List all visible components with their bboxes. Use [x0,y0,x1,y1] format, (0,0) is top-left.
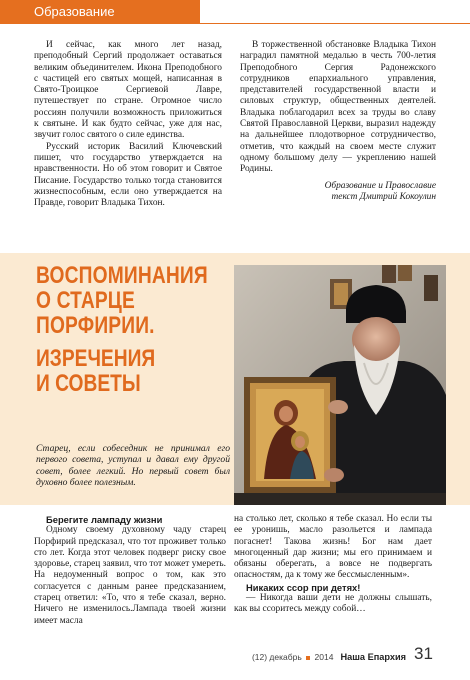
footer-issue: (12) декабрь [251,652,302,662]
title-line: ВОСПОМИНАНИЯ [36,262,208,289]
subheading: Никаких ссор при детях! [246,581,361,593]
article-epigraph: Старец, если собеседник не принимал его первого совета, уступал и давал ему другой совет, более легкий. Но первый совет был духовно более полезным. [36,443,230,489]
paragraph: — Никогда ваши дети не должны слышать, как вы ссоритесь между собой… [234,593,432,615]
title-line: О СТАРЦЕ [36,287,135,314]
paragraph: на столько лет, сколько я тебе сказал. Но если ты ее уронишь, масло разольется и лампада погаснет! Такова жизнь! Бог нам дает многоценный дар жизни; мы его принимаем и обязаны оберегать, а вовсе не подвергать опасностям, да к тому же бессмысленным». [234,514,432,581]
paragraph: Русский историк Василий Ключевский пишет, что государство утверждается на нравственности. Но об этом говорит и Святое Писание. Государство только тогда становится жизнеспособным, если оно утверждается на Правде, говорит Владыка Тихон. [34,141,222,209]
subtitle-line: И СОВЕТЫ [36,370,141,397]
page-footer [252,652,406,662]
title-line: ПОРФИРИИ. [36,312,155,339]
subtitle-line: ИЗРЕЧЕНИЯ [36,345,156,372]
article-right-column [234,514,432,616]
footer-year: 2014 [314,652,334,662]
paragraph: В торжественной обстановке Владыка Тихон наградил памятной медалью в честь 700-летия Преподобного Сергия Радонежского сотрудников епархиального управления, представителей государственной власти и силовых структур, общественных деятелей. Владыка поблагодарил всех за труды во славу Святой Православной Церкви, выразил надежду на дальнейшее плодотворное сотрудничество, отметив, что каждый на своем месте служит одному большому делу — укреплению нашей Родины. [240,40,436,175]
paragraph: И сейчас, как много лет назад, преподобный Сергий продолжает оставаться великим объединителем. Икона Преподобного с частицей его святых мощей, написанная в Свято-Троицкое Сергиевой Лавре, путешествует по стране. Огромное число россиян получили возможность приложиться к святыне. И как будто сейчас, уже для нас, звучит голос святого о силе единства. [34,40,222,141]
signature-author: текст Дмитрий Кокоулин [331,191,436,202]
elder-photo [234,265,446,505]
section-tab [0,0,200,24]
top-left-column [34,40,222,209]
header-rule [200,23,470,24]
article-subtitle [36,346,188,396]
elder-photo-illustration [234,265,446,505]
signature-source: Образование и Православие [324,180,436,191]
footer-brand: Наша Епархия [340,652,406,662]
page-number: 31 [414,644,433,663]
paragraph: Одному своему духовному чаду старец Порфирий предсказал, что тот проживет только сто лет. Когда этот человек подверг риску свое здоровье, старец заявил, что тот может умереть. На недоуменный вопрос о том, как это согласуется с данным ранее предсказанием, старец ответил: «То, что я тебе сказал, верно. Ничего не изменилось.Лампада твоей жизни имеет масла [34,525,226,626]
subheading: Берегите лампаду жизни [46,514,163,525]
section-title: Образование [34,4,115,19]
footer-dot-icon [306,656,310,660]
top-right-column [240,40,436,203]
article-title [36,262,208,339]
article-left-column [34,514,226,627]
article-signature [240,181,436,204]
